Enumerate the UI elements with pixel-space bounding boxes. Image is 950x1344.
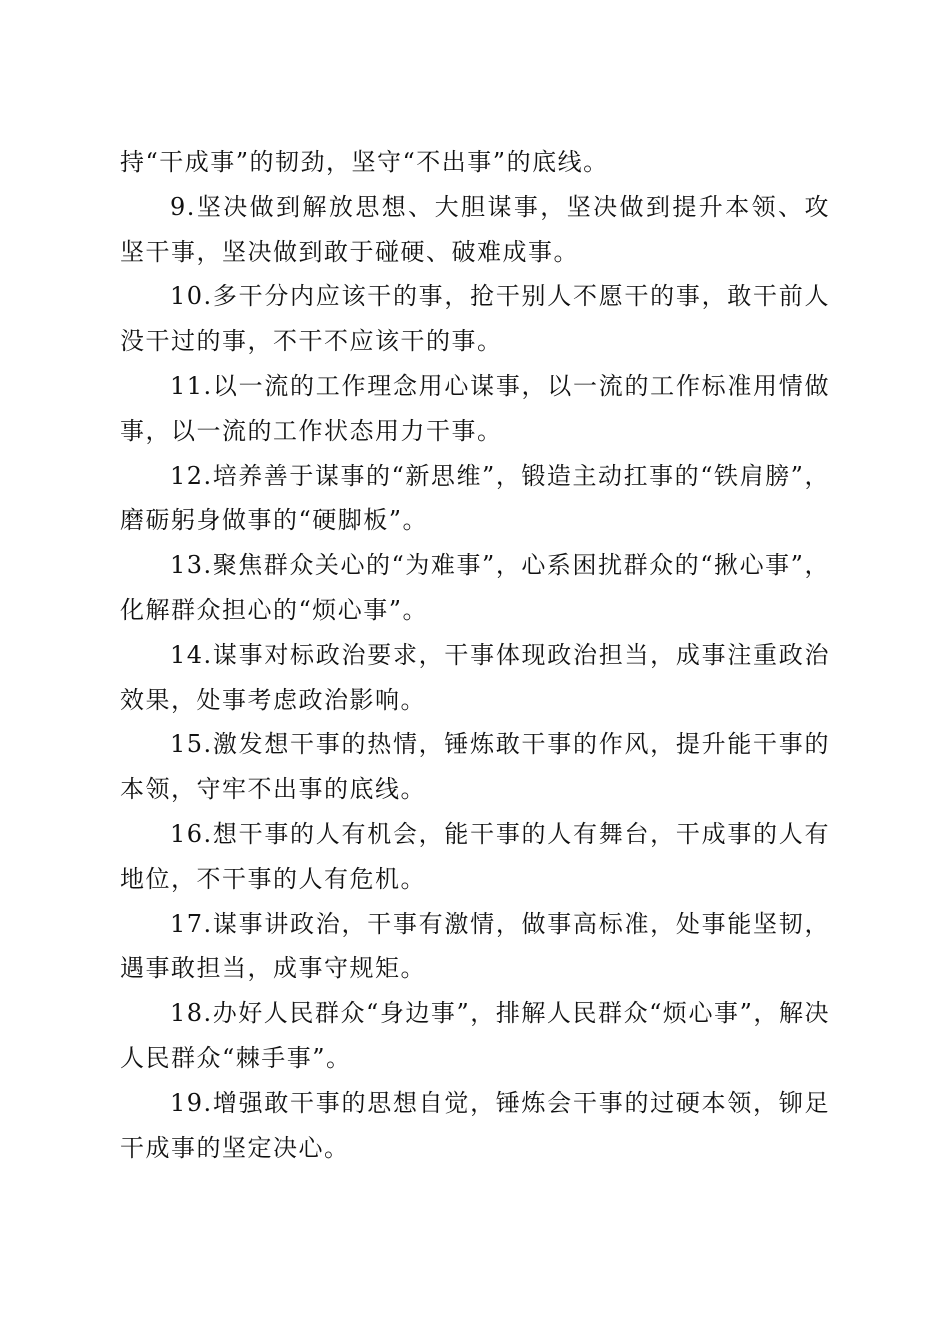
list-item-11: 11.以一流的工作理念用心谋事，以一流的工作标准用情做事，以一流的工作状态用力干事。 [120,371,830,445]
list-item-19: 19.增强敢干事的思想自觉，锤炼会干事的过硬本领，铆足干成事的坚定决心。 [120,1088,830,1162]
list-item-9: 9.坚决做到解放思想、大胆谋事，坚决做到提升本领、攻坚干事，坚决做到敢于碰硬、破难成事。 [120,192,830,266]
list-item-17: 17.谋事讲政治，干事有激情，做事高标准，处事能坚韧，遇事敢担当，成事守规矩。 [120,909,830,983]
list-item-16: 16.想干事的人有机会，能干事的人有舞台，干成事的人有地位，不干事的人有危机。 [120,819,830,893]
list-item-13: 13.聚焦群众关心的“为难事”，心系困扰群众的“揪心事”，化解群众担心的“烦心事”。 [120,551,830,624]
list-item-10: 10.多干分内应该干的事，抢干别人不愿干的事，敢干前人没干过的事，不干不应该干的事。 [120,282,830,356]
list-item-15: 15.激发想干事的热情，锤炼敢干事的作风，提升能干事的本领，守牢不出事的底线。 [120,730,830,804]
list-item-18: 18.办好人民群众“身边事”，排解人民群众“烦心事”，解决人民群众“棘手事”。 [120,999,830,1072]
list-item-12: 12.培养善于谋事的“新思维”，锻造主动扛事的“铁肩膀”，磨砺躬身做事的“硬脚板”。 [120,461,830,535]
paragraph-continuation: 持“干成事”的韧劲，坚守“不出事”的底线。 [120,148,609,176]
document-body [120,140,830,1170]
list-item-14: 14.谋事对标政治要求，干事体现政治担当，成事注重政治效果，处事考虑政治影响。 [120,640,830,714]
